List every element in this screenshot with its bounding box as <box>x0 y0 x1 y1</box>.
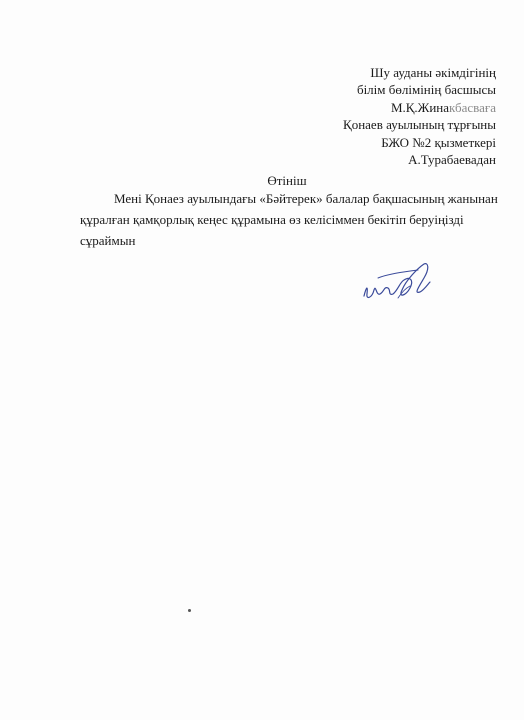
body-line-3: сұраймын <box>80 233 136 248</box>
addressee-line-2-text: білім бөлімінің басшысы <box>356 82 496 98</box>
addressee-block <box>306 64 496 168</box>
document-body <box>80 188 500 251</box>
addressee-name: М.Қ.Жина <box>390 99 449 115</box>
speck-mark <box>188 609 191 612</box>
handwritten-signature <box>358 258 438 304</box>
addressee-line-5: БЖО №2 қызметкері <box>381 134 496 150</box>
addressee-line-4: Қонаев ауылының тұрғыны <box>343 117 496 133</box>
body-line-2: құралған қамқорлық кеңес құрамына өз келісіммен бекітіп беруіңізді <box>80 212 464 227</box>
document-title: Өтініш <box>267 173 307 188</box>
addressee-line-1: Шу ауданы әкімдігінің <box>370 65 496 80</box>
addressee-line-3 <box>306 99 496 116</box>
addressee-line-6: А.Турабаевадан <box>408 152 496 168</box>
addressee-line-2 <box>306 81 496 98</box>
body-line-1: Мені Қонаез ауылындағы «Бәйтерек» балалар бақшасының жанынан <box>114 191 498 206</box>
addressee-name-faded: кбасваға <box>449 99 496 115</box>
